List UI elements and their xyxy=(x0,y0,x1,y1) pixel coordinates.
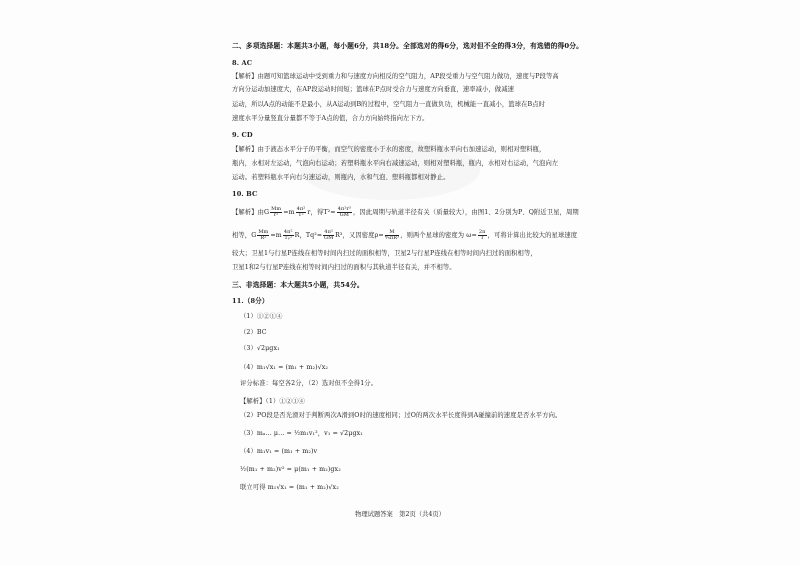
q11-scoring: 评分标准：每空各2分，（2）选对但不全得1分。 xyxy=(240,380,378,387)
q8-explanation-line: 速度水平分量竖直分量都不等于A点的值，合力方向始终指向左下方。 xyxy=(232,115,429,122)
fraction-denominator: ⁴⁄₃πR³ xyxy=(384,235,400,241)
q10-text: ，则两个星球的密度为 ω= xyxy=(400,232,477,239)
fraction-numerator: 4π² xyxy=(324,229,334,235)
page-footer: 物理试题答案 第2页（共4页） xyxy=(355,511,445,518)
q10-text: ，因此周期与轨道半径有关（质量较大），由图1、2分别为P、Q附近卫星，周期 xyxy=(353,209,579,216)
q10-answer: 10. BC xyxy=(232,190,258,198)
fraction-numerator: 4π² xyxy=(283,229,293,235)
q8-answer: 8. AC xyxy=(232,59,253,67)
fraction-denominator: r² xyxy=(273,212,279,218)
fraction-numerator: M xyxy=(385,230,400,236)
q8-explanation-line: 运动，所以A点的动能不是最小，从A运动到B的过程中，空气阻力一直做负功，机械能一直减小，篮球在B点时 xyxy=(232,101,546,108)
fraction-numerator: 4π²r³ xyxy=(337,206,352,212)
fraction-denominator: Tₚ² xyxy=(284,235,293,241)
q11-answer-4: （4）m₁√x₁ = (m₁ + m₂)√x₂ xyxy=(240,364,329,371)
fraction xyxy=(478,230,487,241)
section-3-title: 三、非选择题：本大题共5小题，共54分。 xyxy=(232,281,364,289)
fraction xyxy=(296,207,307,218)
q9-explanation-line: 运动。若塑料瓶水平向右匀速运动，则瓶内，水和气泡、塑料瓶都相对静止。 xyxy=(232,174,450,181)
q11-solution-line: ½(m₁ + m₂)v² = μ(m₁ + m₂)gx₂ xyxy=(240,466,341,473)
q11-solution-head: 【解析】（1）①②①④ xyxy=(240,398,305,405)
fraction-denominator: GM xyxy=(339,212,349,218)
fraction-denominator: T xyxy=(480,235,484,241)
fraction-denominator: R² xyxy=(260,235,267,241)
q11-solution-line: （2）PO段是否光滑对于判断两次A滑到O时的速度相同；过O的两次水平长度得到A碰撞前的速度是否水平方向。 xyxy=(240,412,562,419)
q11-answer-1: （1）①②①④ xyxy=(240,313,283,320)
q10-text: R³，又因密度ρ= xyxy=(335,232,384,239)
q8-explanation-line: 方向分运动加速度大，在AP段运动时间短；篮球在P点时受合力与速度方向垂直，速率减小，做减速 xyxy=(232,86,514,93)
fraction-denominator: T² xyxy=(298,212,304,218)
section-2-title: 二、多项选择题：本题共3小题，每小题6分，共18分。全部选对的得6分，选对但不全的得3分，有选错的得0分。 xyxy=(232,42,584,50)
fraction xyxy=(257,230,269,241)
fraction xyxy=(270,207,282,218)
q11-title: 11.（8分） xyxy=(232,297,269,305)
q11-answer-2: （2）BC xyxy=(240,329,267,336)
q10-text: R，Tq²= xyxy=(294,232,323,239)
fraction-numerator: 2π xyxy=(478,229,486,235)
fraction xyxy=(323,230,334,241)
q11-solution-line: 联立可得 m₁√x₁ = (m₁ + m₂)√x₂ xyxy=(240,484,339,491)
q10-text: ，可将计算出比较大的星球速度 xyxy=(487,232,578,239)
q10-text: 【解析】由G xyxy=(232,209,270,216)
fraction-numerator: 4π² xyxy=(296,206,306,212)
q10-text: ，得T²= xyxy=(310,209,336,216)
fraction-numerator: Mm xyxy=(258,229,269,235)
q10-explanation-line: 较大；卫星1与行星P连线在相等时间内扫过的面积相等，卫星2与行星P连线在相等时间内扫过的面积相等， xyxy=(232,250,537,257)
q9-answer: 9. CD xyxy=(232,131,253,139)
q10-text: 相等，G xyxy=(232,232,257,239)
q11-solution-line: （3）mₐ... μ... = ½m₁v₁²，v₁ = √2μgx₁ xyxy=(240,430,363,437)
fraction xyxy=(385,230,400,241)
q9-explanation-line: 【解析】由于液态水平分子的平衡，而空气的密度小于水的密度，故塑料瓶水平向右加速运动，则相对塑料瓶， xyxy=(232,146,546,153)
fraction xyxy=(337,207,352,218)
q11-solution-line: （4）m₁v₁ = (m₁ + m₂)v xyxy=(240,448,318,455)
fraction-numerator: Mm xyxy=(271,206,282,212)
fraction-denominator: GM xyxy=(324,235,334,241)
q9-explanation-line: 瓶内，水相对左运动，气泡向右运动；若塑料瓶水平向右减速运动，则相对塑料瓶，瓶内，水相对右运动，气泡向左 xyxy=(232,160,559,167)
q10-explanation-line: 【解析】由G $\frac{Mm}{\text{r²}}$ =m $\frac{\text{4π²}}{\text{T²}}$ r，得T²= $\frac{\text{4π²r³}}{GM}$ ，因此周期与轨道半径有关（质量较大），由图1、2分别为P、Q附近卫星，周期 xyxy=(232,206,579,218)
fraction xyxy=(283,230,294,241)
q8-explanation-line: 【解析】由题可知篮球运动中受到重力和与速度方向相反的空气阻力，AP段受重力与空气阻力做功，速度与P段等高 xyxy=(232,73,559,80)
q11-answer-3: （3）√2μgx₁ xyxy=(240,345,280,352)
q10-explanation-line: 卫星1和2与行星P连线在相等时间内扫过的面积与其轨道半径有关，并不相等。 xyxy=(232,264,456,271)
q10-explanation-line: 相等，G $\frac{Mm}{\text{R²}}$ =m $\frac{\text{4π²}}{\text{Tₚ²}}$ R，Tq²= $\frac{\text{4π²}}{GM}$ R³，又因密度ρ= $\frac{M}{\text{⁴⁄₃πR³}}$ ，则两个星球的密度为 ω= $\frac{2\pi}{T}$ ，可将计算出比较大的星球速度 xyxy=(232,229,578,241)
